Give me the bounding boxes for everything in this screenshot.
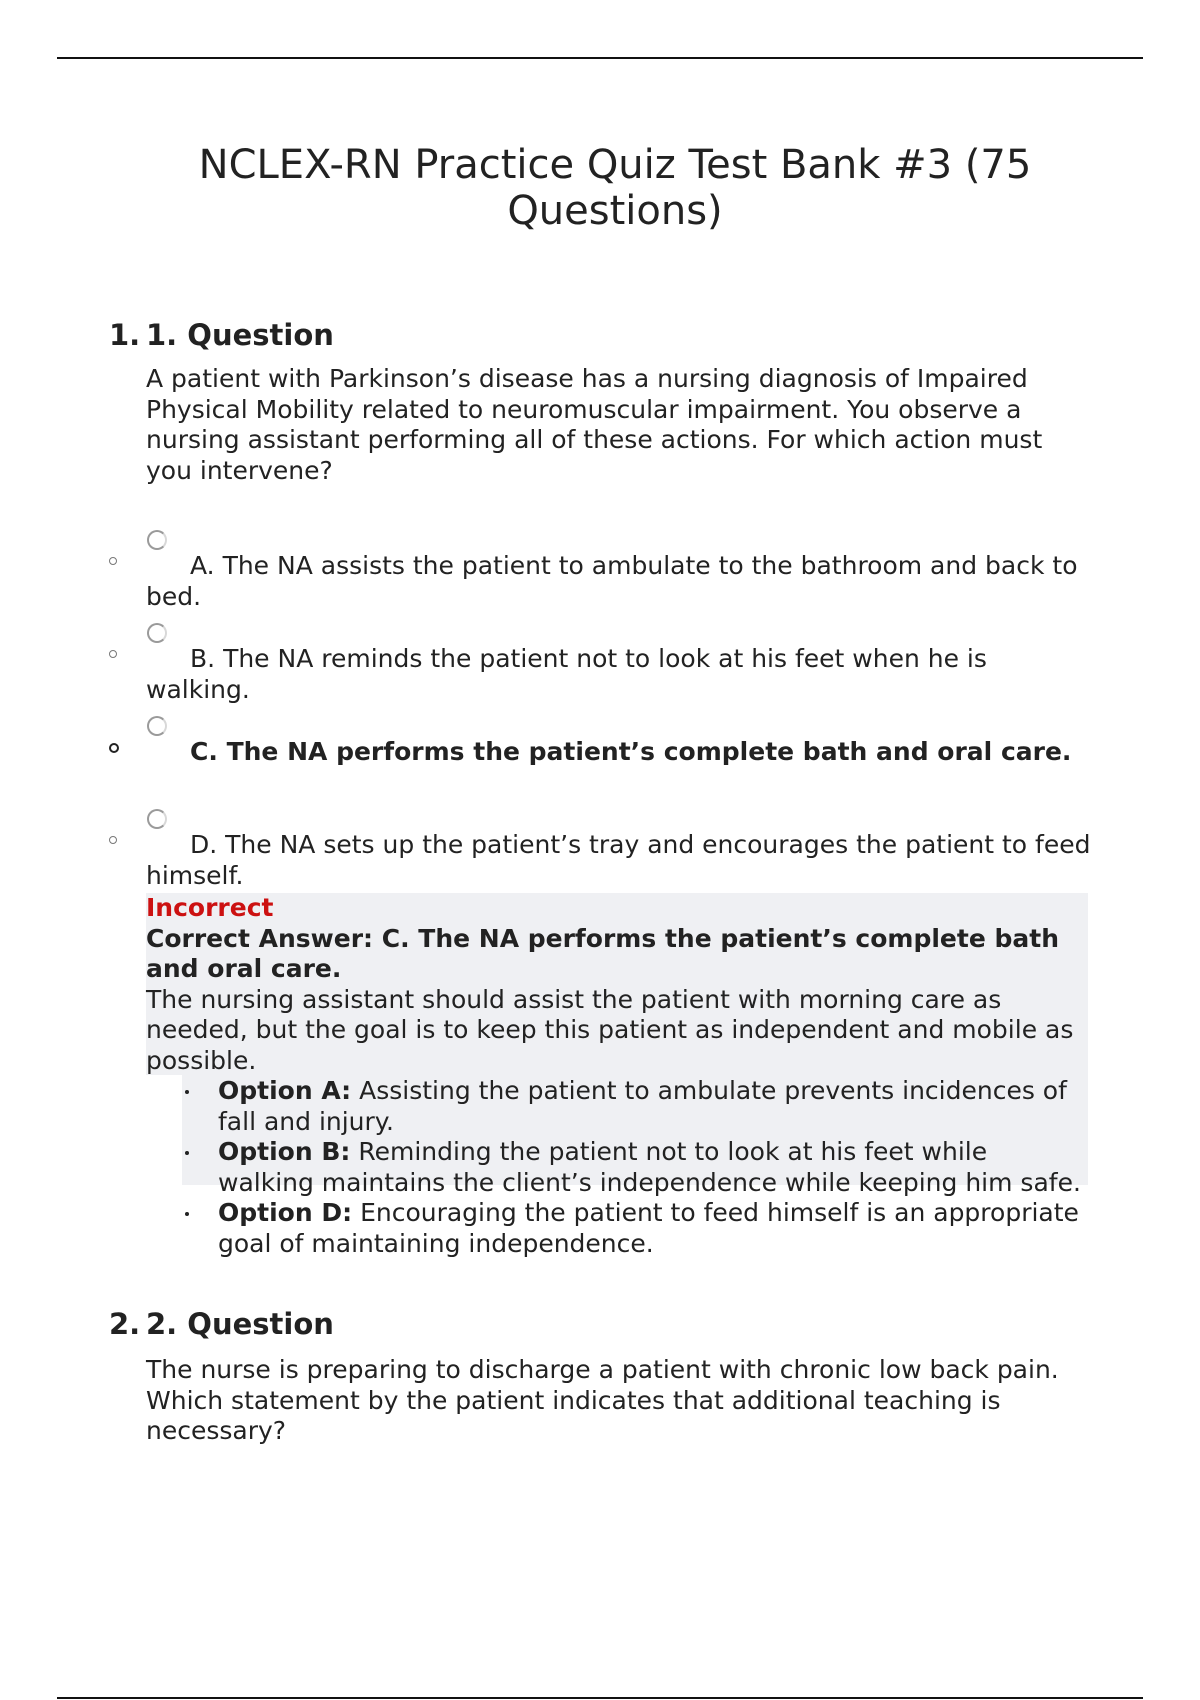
option-c-label: The NA performs the patient’s complete bath and oral care. [226,737,1072,766]
correct-answer: Correct Answer: C. The NA performs the patient’s complete bath and oral care. [146,923,1060,983]
option-d[interactable] [146,809,1096,891]
top-rule [57,57,1143,59]
explanation-text: The nursing assistant should assist the patient with morning care as needed, but the goal is to keep this patient as independent and mobile as possible. [146,984,1074,1075]
rationale-text: Assisting the patient to ambulate prevents incidences of fall and injury. [218,1076,1067,1136]
option-d-radio-icon[interactable] [147,809,167,829]
question-1-heading-text: 1. Question [146,318,334,352]
option-a-radio-icon[interactable] [147,530,167,550]
rationale-item-d [218,1198,1088,1259]
question-1-heading [109,318,334,352]
rationale-text: Encouraging the patient to feed himself is an appropriate goal of maintaining independence. [218,1198,1079,1258]
option-a-label: The NA assists the patient to ambulate to the bathroom and back to bed. [146,551,1078,611]
option-a-text [146,550,1096,612]
option-b-letter: B. [190,644,216,673]
rationale-label: Option B: [218,1137,351,1166]
option-c-text [146,736,1096,767]
rationale-item-b [218,1137,1088,1198]
option-b[interactable] [146,623,1096,705]
rationale-label: Option D: [218,1198,353,1227]
rationale-label: Option A: [218,1076,352,1105]
option-d-text [146,829,1096,891]
answer-feedback [146,893,1088,1293]
option-d-label: The NA sets up the patient’s tray and encourages the patient to feed himself. [146,830,1091,890]
option-c-radio-icon[interactable] [147,716,167,736]
option-a-bullet-icon [109,557,117,565]
status-badge: Incorrect [146,893,274,922]
option-a[interactable] [146,530,1096,612]
option-a-letter: A. [190,551,215,580]
question-2-list-number: 2. [109,1307,141,1341]
option-b-text [146,643,1096,705]
option-c-bullet-icon [109,743,119,753]
option-d-letter: D. [190,830,218,859]
option-b-radio-icon[interactable] [147,623,167,643]
question-2-heading-text: 2. Question [146,1307,334,1341]
rationale-list [146,1076,1088,1259]
bottom-rule [57,1697,1143,1699]
rationale-item-a [218,1076,1088,1137]
option-b-label: The NA reminds the patient not to look at his feet when he is walking. [146,644,987,704]
page-title: NCLEX-RN Practice Quiz Test Bank #3 (75 Questions) [198,142,1032,234]
question-1-text: A patient with Parkinson’s disease has a nursing diagnosis of Impaired Physical Mobility related to neuromuscular impairment. You observe a nursing assistant performing all of these actions. For which action must you intervene? [146,364,1043,485]
bullet-icon [185,1090,189,1094]
option-c[interactable] [146,716,1096,767]
bullet-icon [185,1151,189,1155]
option-b-bullet-icon [109,650,117,658]
question-2-text: The nurse is preparing to discharge a patient with chronic low back pain. Which statement by the patient indicates that additional teaching is necessary? [146,1355,1059,1445]
option-c-letter: C. [190,737,218,766]
bullet-icon [185,1212,189,1216]
rationale-text: Reminding the patient not to look at his feet while walking maintains the client’s independence while keeping him safe. [218,1137,1081,1197]
question-2-heading [109,1307,334,1341]
question-1-list-number: 1. [109,318,141,352]
option-d-bullet-icon [109,836,117,844]
